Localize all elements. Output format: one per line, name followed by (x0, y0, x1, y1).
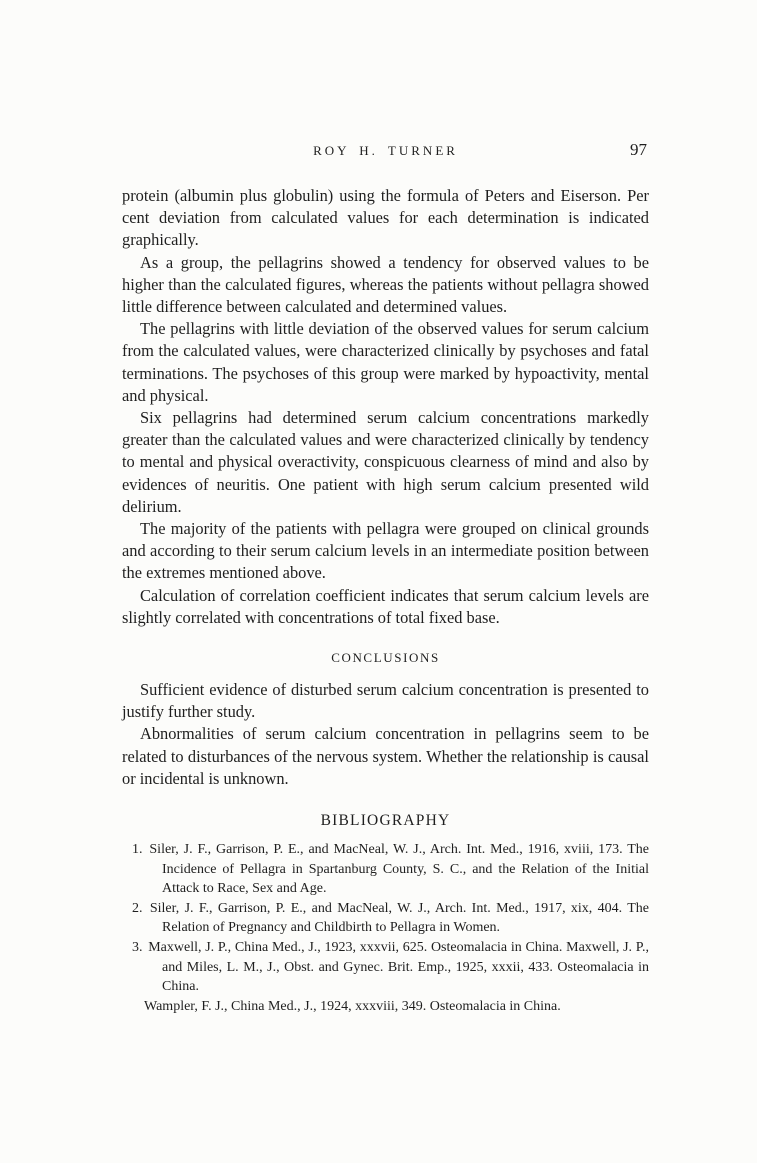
reference-text: Siler, J. F., Garrison, P. E., and MacNeal, W. J., Arch. Int. Med., 1916, xviii, 173. The Incidence of Pellagra in Spartanburg County, S. C., and the Relation of the Initial Attack to Race, Sex and Age. (149, 842, 649, 897)
reference-text: Wampler, F. J., China Med., J., 1924, xxxviii, 349. Osteomalacia in China. (144, 998, 561, 1014)
section-heading-conclusions: CONCLUSIONS (331, 650, 440, 666)
body-text (122, 185, 649, 629)
conclusions-paragraph: Sufficient evidence of disturbed serum calcium concentration is presented to justify further study. (122, 680, 649, 722)
section-heading-bibliography: BIBLIOGRAPHY (320, 812, 451, 830)
page-content (122, 140, 649, 1016)
reference-number: 3. (132, 940, 143, 956)
conclusions-paragraph: Abnormalities of serum calcium concentration in pellagrins seem to be related to disturbances of the nervous system. Whether the relationship is causal or incidental is unknown. (122, 724, 649, 788)
paragraph: Six pellagrins had determined serum calcium concentrations markedly greater than the calculated values and were characterized clinically by tendency to mental and physical overactivity, conspicuous clearness of mind and also by evidences of neuritis. One patient with high serum calcium presented wild delirium. (122, 408, 649, 516)
reference-text: Maxwell, J. P., China Med., J., 1923, xxxvii, 625. Osteomalacia in China. Maxwell, J. P., and Miles, L. M., J., Obst. and Gynec. Brit. Emp., 1925, xxxii, 433. Osteomalacia in China. (148, 940, 649, 995)
page-number: 97 (630, 140, 647, 159)
conclusions-text (122, 679, 649, 790)
paragraph: The majority of the patients with pellagra were grouped on clinical grounds and according to their serum calcium levels in an intermediate position between the extremes mentioned above. (122, 519, 649, 583)
page-header (122, 140, 649, 165)
paragraph: As a group, the pellagrins showed a tendency for observed values to be higher than the calculated figures, whereas the patients without pellagra showed little difference between calculated and determined values. (122, 252, 649, 317)
running-head: ROY H. TURNER (313, 143, 458, 158)
reference-list (122, 840, 649, 1016)
reference-text: Siler, J. F., Garrison, P. E., and MacNeal, W. J., Arch. Int. Med., 1917, xix, 404. The Relation of Pregnancy and Childbirth to Pellagra in Women. (149, 900, 649, 936)
reference-item (122, 938, 649, 997)
reference-item (122, 899, 649, 938)
reference-item (122, 997, 649, 1017)
paragraph: Calculation of correlation coefficient indicates that serum calcium levels are slightly correlated with concentrations of total fixed base. (122, 585, 649, 627)
paragraph: protein (albumin plus globulin) using the formula of Peters and Eiserson. Per cent deviation from calculated values for each determination is indicated graphically. (122, 186, 649, 250)
reference-item (122, 840, 649, 899)
paragraph: The pellagrins with little deviation of the observed values for serum calcium from the calculated values, were characterized clinically by psychoses and fatal terminations. The psychoses of this group were marked by hypoactivity, mental and physical. (122, 319, 649, 405)
reference-number: 1. (132, 842, 143, 858)
reference-number: 2. (132, 900, 143, 916)
